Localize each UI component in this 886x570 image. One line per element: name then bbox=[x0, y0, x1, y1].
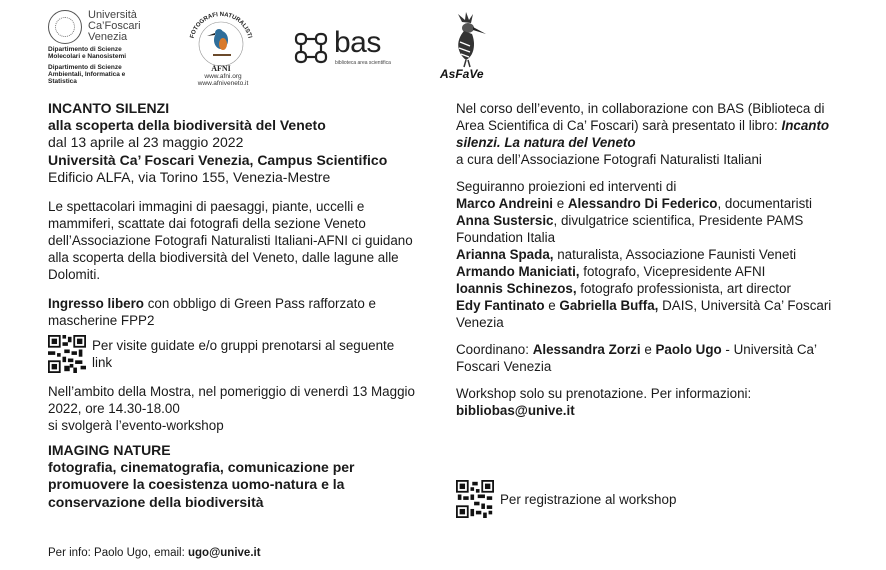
speaker-role: naturalista, Associazione Faunisti Veneti bbox=[553, 247, 797, 262]
speaker-role: , divulgatrice scientifica, Presidente PAMS Foundation Italia bbox=[456, 213, 804, 245]
workshop-subtitle: fotografia, cinematografia, comunicazione per promuovere la coesistenza uomo-natura e la conservazione della biodiversità bbox=[48, 459, 355, 510]
exhibition-address: Edificio ALFA, via Torino 155, Venezia-Mestre bbox=[48, 168, 331, 185]
speaker-role: fotografo professionista, art director bbox=[576, 281, 791, 296]
guided-tours-text: Per visite guidate e/o gruppi prenotarsi al seguente link bbox=[92, 338, 395, 371]
unive-seal-icon bbox=[48, 10, 82, 44]
right-column bbox=[456, 100, 846, 419]
exhibition-title: INCANTO SILENZI bbox=[48, 100, 170, 116]
afni-logo bbox=[183, 10, 259, 90]
contact-email-link[interactable]: ugo@unive.it bbox=[188, 547, 261, 559]
afni-websites: www.afni.org www.afniveneto.it bbox=[197, 73, 249, 87]
entry-info bbox=[48, 295, 428, 329]
speaker-role: fotografo, Vicepresidente AFNI bbox=[579, 264, 766, 279]
exhibition-dates: dal 13 aprile al 23 maggio 2022 bbox=[48, 134, 244, 151]
entry-free-label: Ingresso libero bbox=[48, 296, 144, 312]
coord-name-2: Paolo Ugo bbox=[655, 342, 722, 357]
coord-prefix: Coordinano: bbox=[456, 342, 533, 357]
asfave-logo bbox=[440, 12, 500, 84]
speaker-entry bbox=[456, 280, 846, 297]
bas-knot-icon bbox=[292, 30, 330, 66]
book-author: a cura dell’Associazione Fotografi Naturalisti Italiani bbox=[456, 152, 762, 167]
book-intro: Nel corso dell’evento, in collaborazione con BAS (Biblioteca di Area Scientifica di Ca’ Foscari) sarà presentato il libro: bbox=[456, 101, 825, 133]
guided-tours-block bbox=[48, 335, 428, 375]
speakers-list bbox=[456, 195, 846, 331]
speaker-entry bbox=[456, 195, 846, 212]
book-presentation bbox=[456, 100, 846, 151]
contact-info bbox=[48, 546, 261, 560]
svg-text:FOTOGRAFI NATURALISTI: FOTOGRAFI NATURALISTI bbox=[189, 11, 253, 39]
exhibition-venue: Università Ca’ Foscari Venezia, Campus Scientifico bbox=[48, 151, 388, 168]
bas-wordmark: bas bbox=[334, 26, 381, 59]
registration-qr-code[interactable] bbox=[456, 480, 494, 518]
speaker-name: Marco Andreini bbox=[456, 196, 553, 211]
speaker-name: Gabriella Buffa, bbox=[559, 298, 659, 313]
speaker-role: e bbox=[544, 298, 560, 313]
left-column bbox=[48, 100, 428, 511]
workshop-title: IMAGING NATURE bbox=[48, 442, 171, 459]
speaker-entry bbox=[456, 212, 846, 246]
coord-and: e bbox=[640, 342, 656, 357]
bas-logo bbox=[292, 26, 402, 66]
unive-dept-environmental: Dipartimento di Scienze Ambientali, Informatica e Statistica bbox=[48, 64, 126, 85]
speaker-name: Ioannis Schinezos, bbox=[456, 281, 577, 296]
hoopoe-bird-icon bbox=[440, 12, 500, 68]
workshop-email-link[interactable]: bibliobas@unive.it bbox=[456, 403, 575, 418]
workshop-note: Workshop solo su prenotazione. Per informazioni: bbox=[456, 386, 752, 401]
workshop-intro: Nell’ambito della Mostra, nel pomeriggio di venerdì 13 Maggio 2022, ore 14.30-18.00 bbox=[48, 384, 415, 417]
registration-block bbox=[456, 480, 836, 520]
asfave-wordmark: AsFaVe bbox=[440, 67, 484, 81]
coord-affiliation: - Università Ca’ Foscari Venezia bbox=[456, 342, 817, 374]
speaker-role: e bbox=[552, 196, 568, 211]
speaker-name: Edy Fantinato bbox=[456, 298, 545, 313]
exhibition-description: Le spettacolari immagini di paesaggi, piante, uccelli e mammiferi, scattate dai fotografi della sezione Veneto dell’Associazione Fotografi Naturalisti Italiani-AFNI ci guidano alla scoperta della biodiversità del Veneto, dalle lagune alle Dolomiti. bbox=[48, 199, 413, 283]
speaker-entry bbox=[456, 246, 846, 263]
unive-name: Università Ca’Foscari Venezia bbox=[88, 9, 141, 43]
speaker-role: DAIS, Università Ca’ Foscari Venezia bbox=[456, 298, 832, 330]
speaker-name: Alessandro Di Federico bbox=[567, 196, 718, 211]
unive-dept-molecular: Dipartimento di Scienze Molecolari e Nanosistemi bbox=[48, 46, 127, 60]
speaker-name: Anna Sustersic bbox=[456, 213, 554, 228]
svg-text:AFNI: AFNI bbox=[211, 64, 231, 73]
book-title: Incanto silenzi. La natura del Veneto bbox=[456, 118, 830, 150]
speaker-name: Arianna Spada, bbox=[456, 247, 554, 262]
contact-prefix: Per info: Paolo Ugo, email: bbox=[48, 547, 188, 559]
program-intro: Seguiranno proiezioni ed interventi di bbox=[456, 179, 677, 194]
guided-tours-qr-code[interactable] bbox=[48, 335, 86, 373]
workshop-intro-2: si svolgerà l’evento-workshop bbox=[48, 418, 224, 434]
coordinators bbox=[456, 341, 846, 375]
registration-text: Per registrazione al workshop bbox=[500, 492, 677, 507]
afni-emblem-icon bbox=[183, 10, 259, 74]
speaker-entry bbox=[456, 297, 846, 331]
speaker-role: , documentaristi bbox=[717, 196, 812, 211]
entry-requirements: con obbligo di Green Pass rafforzato e mascherine FPP2 bbox=[48, 296, 376, 329]
unive-logo bbox=[48, 10, 168, 86]
speaker-entry bbox=[456, 263, 846, 280]
coord-name-1: Alessandra Zorzi bbox=[532, 342, 641, 357]
exhibition-subtitle: alla scoperta della biodiversità del Veneto bbox=[48, 117, 326, 134]
bas-subtitle: biblioteca area scientifica bbox=[335, 60, 391, 66]
speaker-name: Armando Maniciati, bbox=[456, 264, 580, 279]
